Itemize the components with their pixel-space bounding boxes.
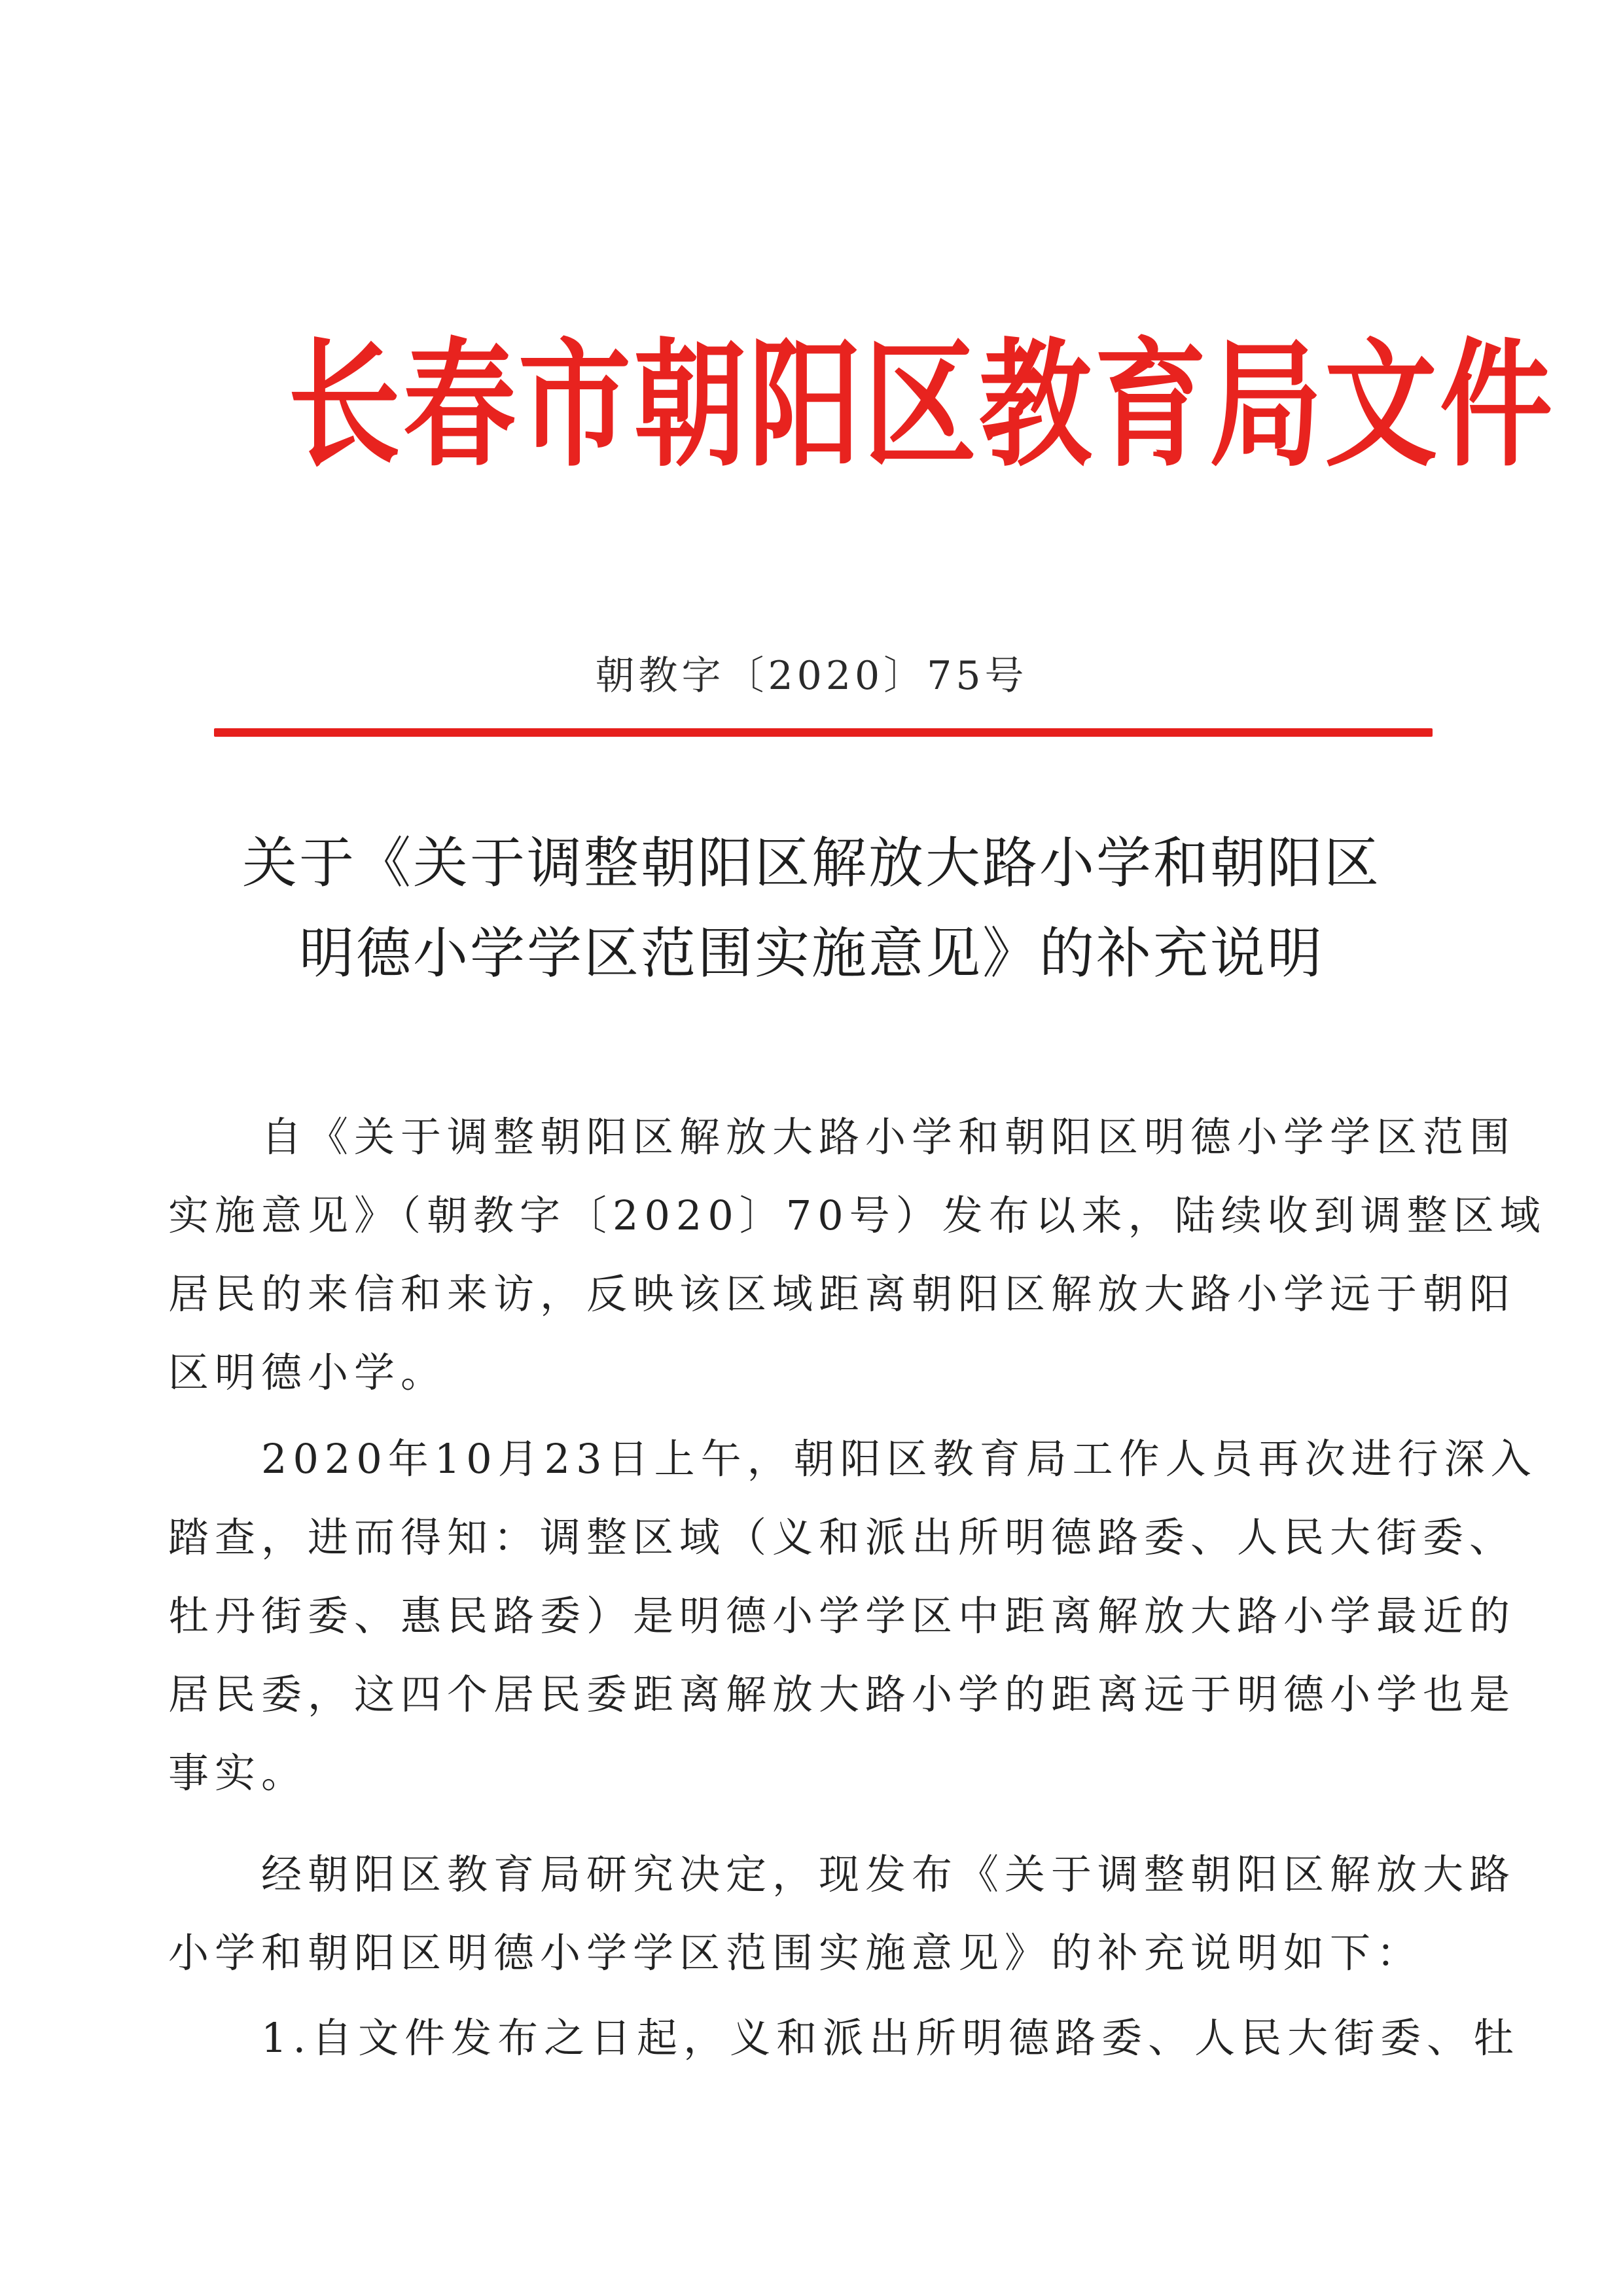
red-divider-line <box>214 728 1433 737</box>
body-line: 居民的来信和来访，反映该区域距离朝阳区解放大路小学远于朝阳 <box>168 1270 1516 1318</box>
body-line: 区明德小学。 <box>168 1349 448 1396</box>
body-line: 居民委，这四个居民委距离解放大路小学的距离远于明德小学也是 <box>168 1670 1516 1718</box>
body-line: 牡丹街委、惠民路委）是明德小学学区中距离解放大路小学最近的 <box>168 1592 1516 1640</box>
body-line: 踏查，进而得知：调整区域（义和派出所明德路委、人民大街委、 <box>168 1513 1516 1561</box>
document-title-line-1: 关于《关于调整朝阳区解放大路小学和朝阳区 <box>241 831 1381 895</box>
document-org-title: 长春市朝阳区教育局文件 <box>288 325 1555 486</box>
body-line: 2020年10月23日上午，朝阳区教育局工作人员再次进行深入 <box>168 1435 1537 1483</box>
body-line: 实施意见》（朝教字〔2020〕70号）发布以来，陆续收到调整区域 <box>168 1192 1546 1239</box>
document-number: 朝教字〔2020〕75号 <box>595 653 1028 699</box>
document-title-line-2: 明德小学学区范围实施意见》的补充说明 <box>298 921 1324 985</box>
body-line: 经朝阳区教育局研究决定，现发布《关于调整朝阳区解放大路 <box>168 1850 1516 1898</box>
body-line: 自《关于调整朝阳区解放大路小学和朝阳区明德小学学区范围 <box>168 1113 1516 1161</box>
body-line: 1.自文件发布之日起，义和派出所明德路委、人民大街委、牡 <box>168 2014 1520 2062</box>
body-line: 小学和朝阳区明德小学学区范围实施意见》的补充说明如下： <box>168 1929 1423 1977</box>
body-line: 事实。 <box>168 1749 308 1797</box>
